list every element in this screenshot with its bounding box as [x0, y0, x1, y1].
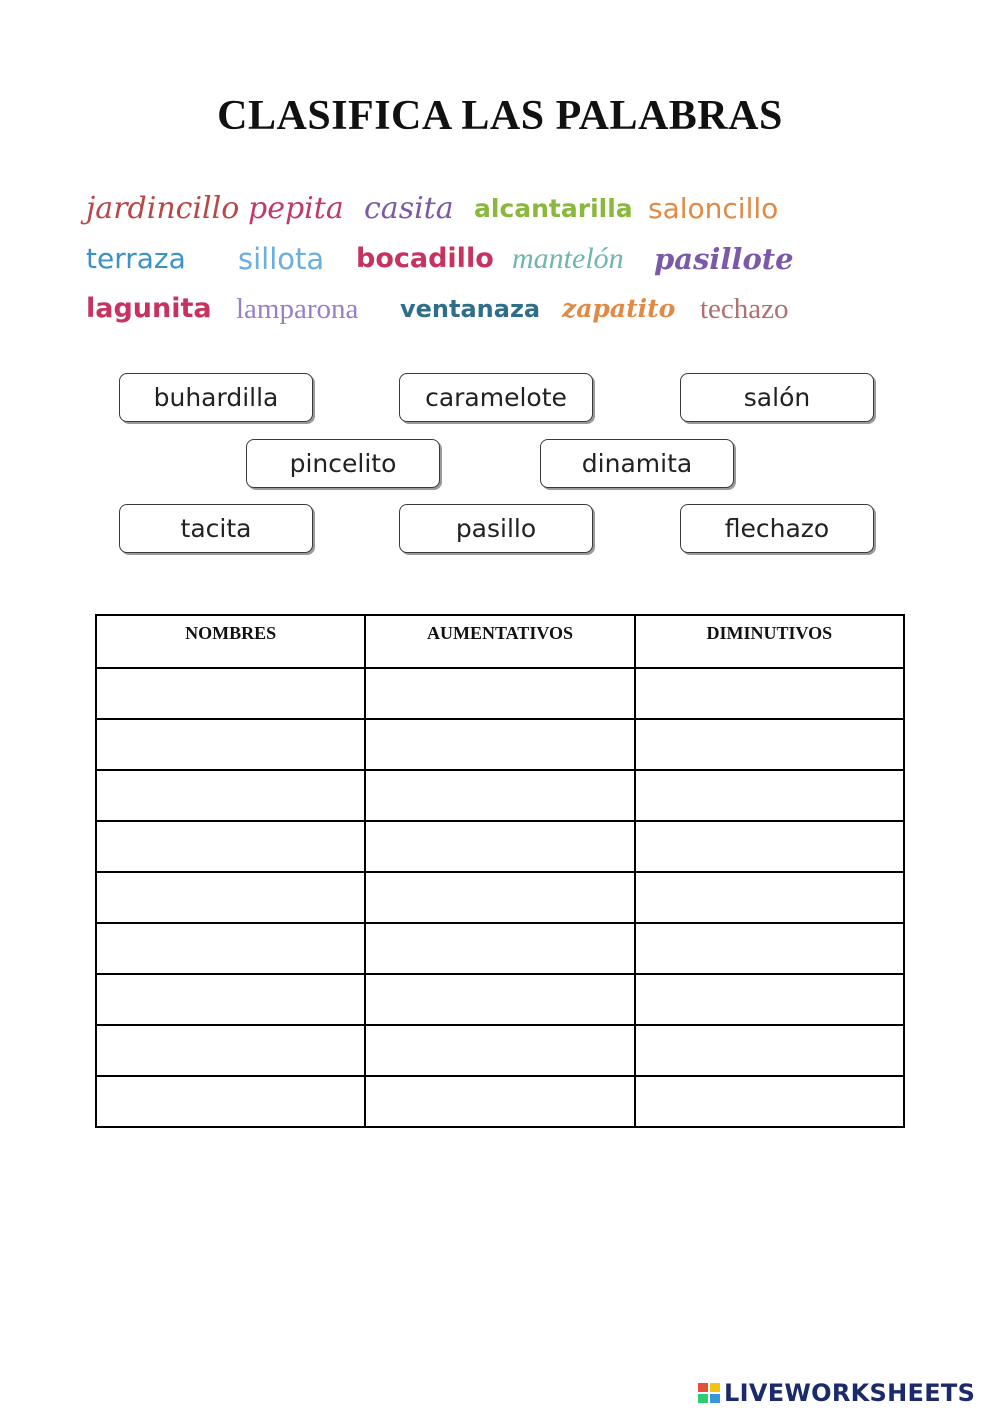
word-bank-item: saloncillo — [648, 192, 779, 225]
word-bank-item: zapatito — [562, 294, 676, 323]
answer-cell-nombres[interactable] — [96, 872, 365, 923]
answer-cell-diminutivos[interactable] — [635, 770, 904, 821]
word-bank-item: pasillote — [654, 242, 794, 276]
answer-cell-aumentativos[interactable] — [365, 821, 634, 872]
word-bank-item: techazo — [700, 293, 789, 325]
answer-cell-diminutivos[interactable] — [635, 974, 904, 1025]
word-bank-item: sillota — [238, 242, 325, 276]
table-row — [96, 719, 904, 770]
answer-cell-diminutivos[interactable] — [635, 821, 904, 872]
answer-cell-nombres[interactable] — [96, 1025, 365, 1076]
answer-cell-diminutivos[interactable] — [635, 923, 904, 974]
answer-cell-nombres[interactable] — [96, 1076, 365, 1127]
word-chip-tacita[interactable]: tacita — [119, 504, 313, 553]
word-bank-item: lagunita — [86, 293, 212, 324]
word-chip-pasillo[interactable]: pasillo — [399, 504, 593, 553]
word-bank-item: lamparona — [236, 293, 359, 325]
table-row — [96, 1025, 904, 1076]
answer-cell-aumentativos[interactable] — [365, 1025, 634, 1076]
word-bank-item: jardincillo — [86, 191, 240, 226]
word-bank-row — [86, 286, 806, 336]
answer-cell-aumentativos[interactable] — [365, 872, 634, 923]
answer-cell-diminutivos[interactable] — [635, 1025, 904, 1076]
answer-cell-aumentativos[interactable] — [365, 668, 634, 719]
word-bank-item: ventanaza — [400, 295, 541, 323]
answer-cell-diminutivos[interactable] — [635, 872, 904, 923]
answer-cell-aumentativos[interactable] — [365, 770, 634, 821]
answer-cell-diminutivos[interactable] — [635, 719, 904, 770]
column-header-aumentativos: AUMENTATIVOS — [365, 615, 634, 668]
liveworksheets-logo-icon — [697, 1381, 721, 1405]
word-chip-pincelito[interactable]: pincelito — [246, 439, 440, 488]
table-row — [96, 770, 904, 821]
answer-cell-nombres[interactable] — [96, 974, 365, 1025]
table-row — [96, 821, 904, 872]
answer-cell-nombres[interactable] — [96, 770, 365, 821]
answer-cell-aumentativos[interactable] — [365, 923, 634, 974]
answer-cell-nombres[interactable] — [96, 821, 365, 872]
brand-footer — [697, 1378, 975, 1408]
table-row — [96, 668, 904, 719]
word-bank-item: pepita — [248, 191, 344, 226]
word-bank — [86, 186, 806, 336]
word-bank-item: bocadillo — [356, 243, 494, 274]
answer-cell-nombres[interactable] — [96, 719, 365, 770]
word-chip-salon[interactable]: salón — [680, 373, 874, 422]
answer-cell-nombres[interactable] — [96, 668, 365, 719]
table-row — [96, 974, 904, 1025]
word-chip-dinamita[interactable]: dinamita — [540, 439, 734, 488]
word-bank-item: casita — [364, 191, 454, 226]
table-header-row — [96, 615, 904, 668]
word-bank-item: mantelón — [512, 242, 624, 275]
column-header-nombres: NOMBRES — [96, 615, 365, 668]
word-bank-row — [86, 186, 806, 236]
table-row — [96, 923, 904, 974]
word-chip-buhardilla[interactable]: buhardilla — [119, 373, 313, 422]
page-title: CLASIFICA LAS PALABRAS — [217, 93, 783, 139]
word-chip-flechazo[interactable]: flechazo — [680, 504, 874, 553]
column-header-diminutivos: DIMINUTIVOS — [635, 615, 904, 668]
answer-cell-nombres[interactable] — [96, 923, 365, 974]
brand-name: LIVEWORKSHEETS — [724, 1379, 976, 1407]
word-bank-item: terraza — [86, 242, 186, 275]
word-bank-item: alcantarilla — [474, 194, 633, 223]
table-body — [96, 668, 904, 1127]
word-chip-caramelote[interactable]: caramelote — [399, 373, 593, 422]
answer-cell-diminutivos[interactable] — [635, 1076, 904, 1127]
answer-cell-diminutivos[interactable] — [635, 668, 904, 719]
answer-cell-aumentativos[interactable] — [365, 1076, 634, 1127]
table-row — [96, 872, 904, 923]
answer-cell-aumentativos[interactable] — [365, 974, 634, 1025]
answer-cell-aumentativos[interactable] — [365, 719, 634, 770]
table-row — [96, 1076, 904, 1127]
word-bank-row — [86, 236, 806, 286]
classification-table — [95, 614, 905, 1128]
